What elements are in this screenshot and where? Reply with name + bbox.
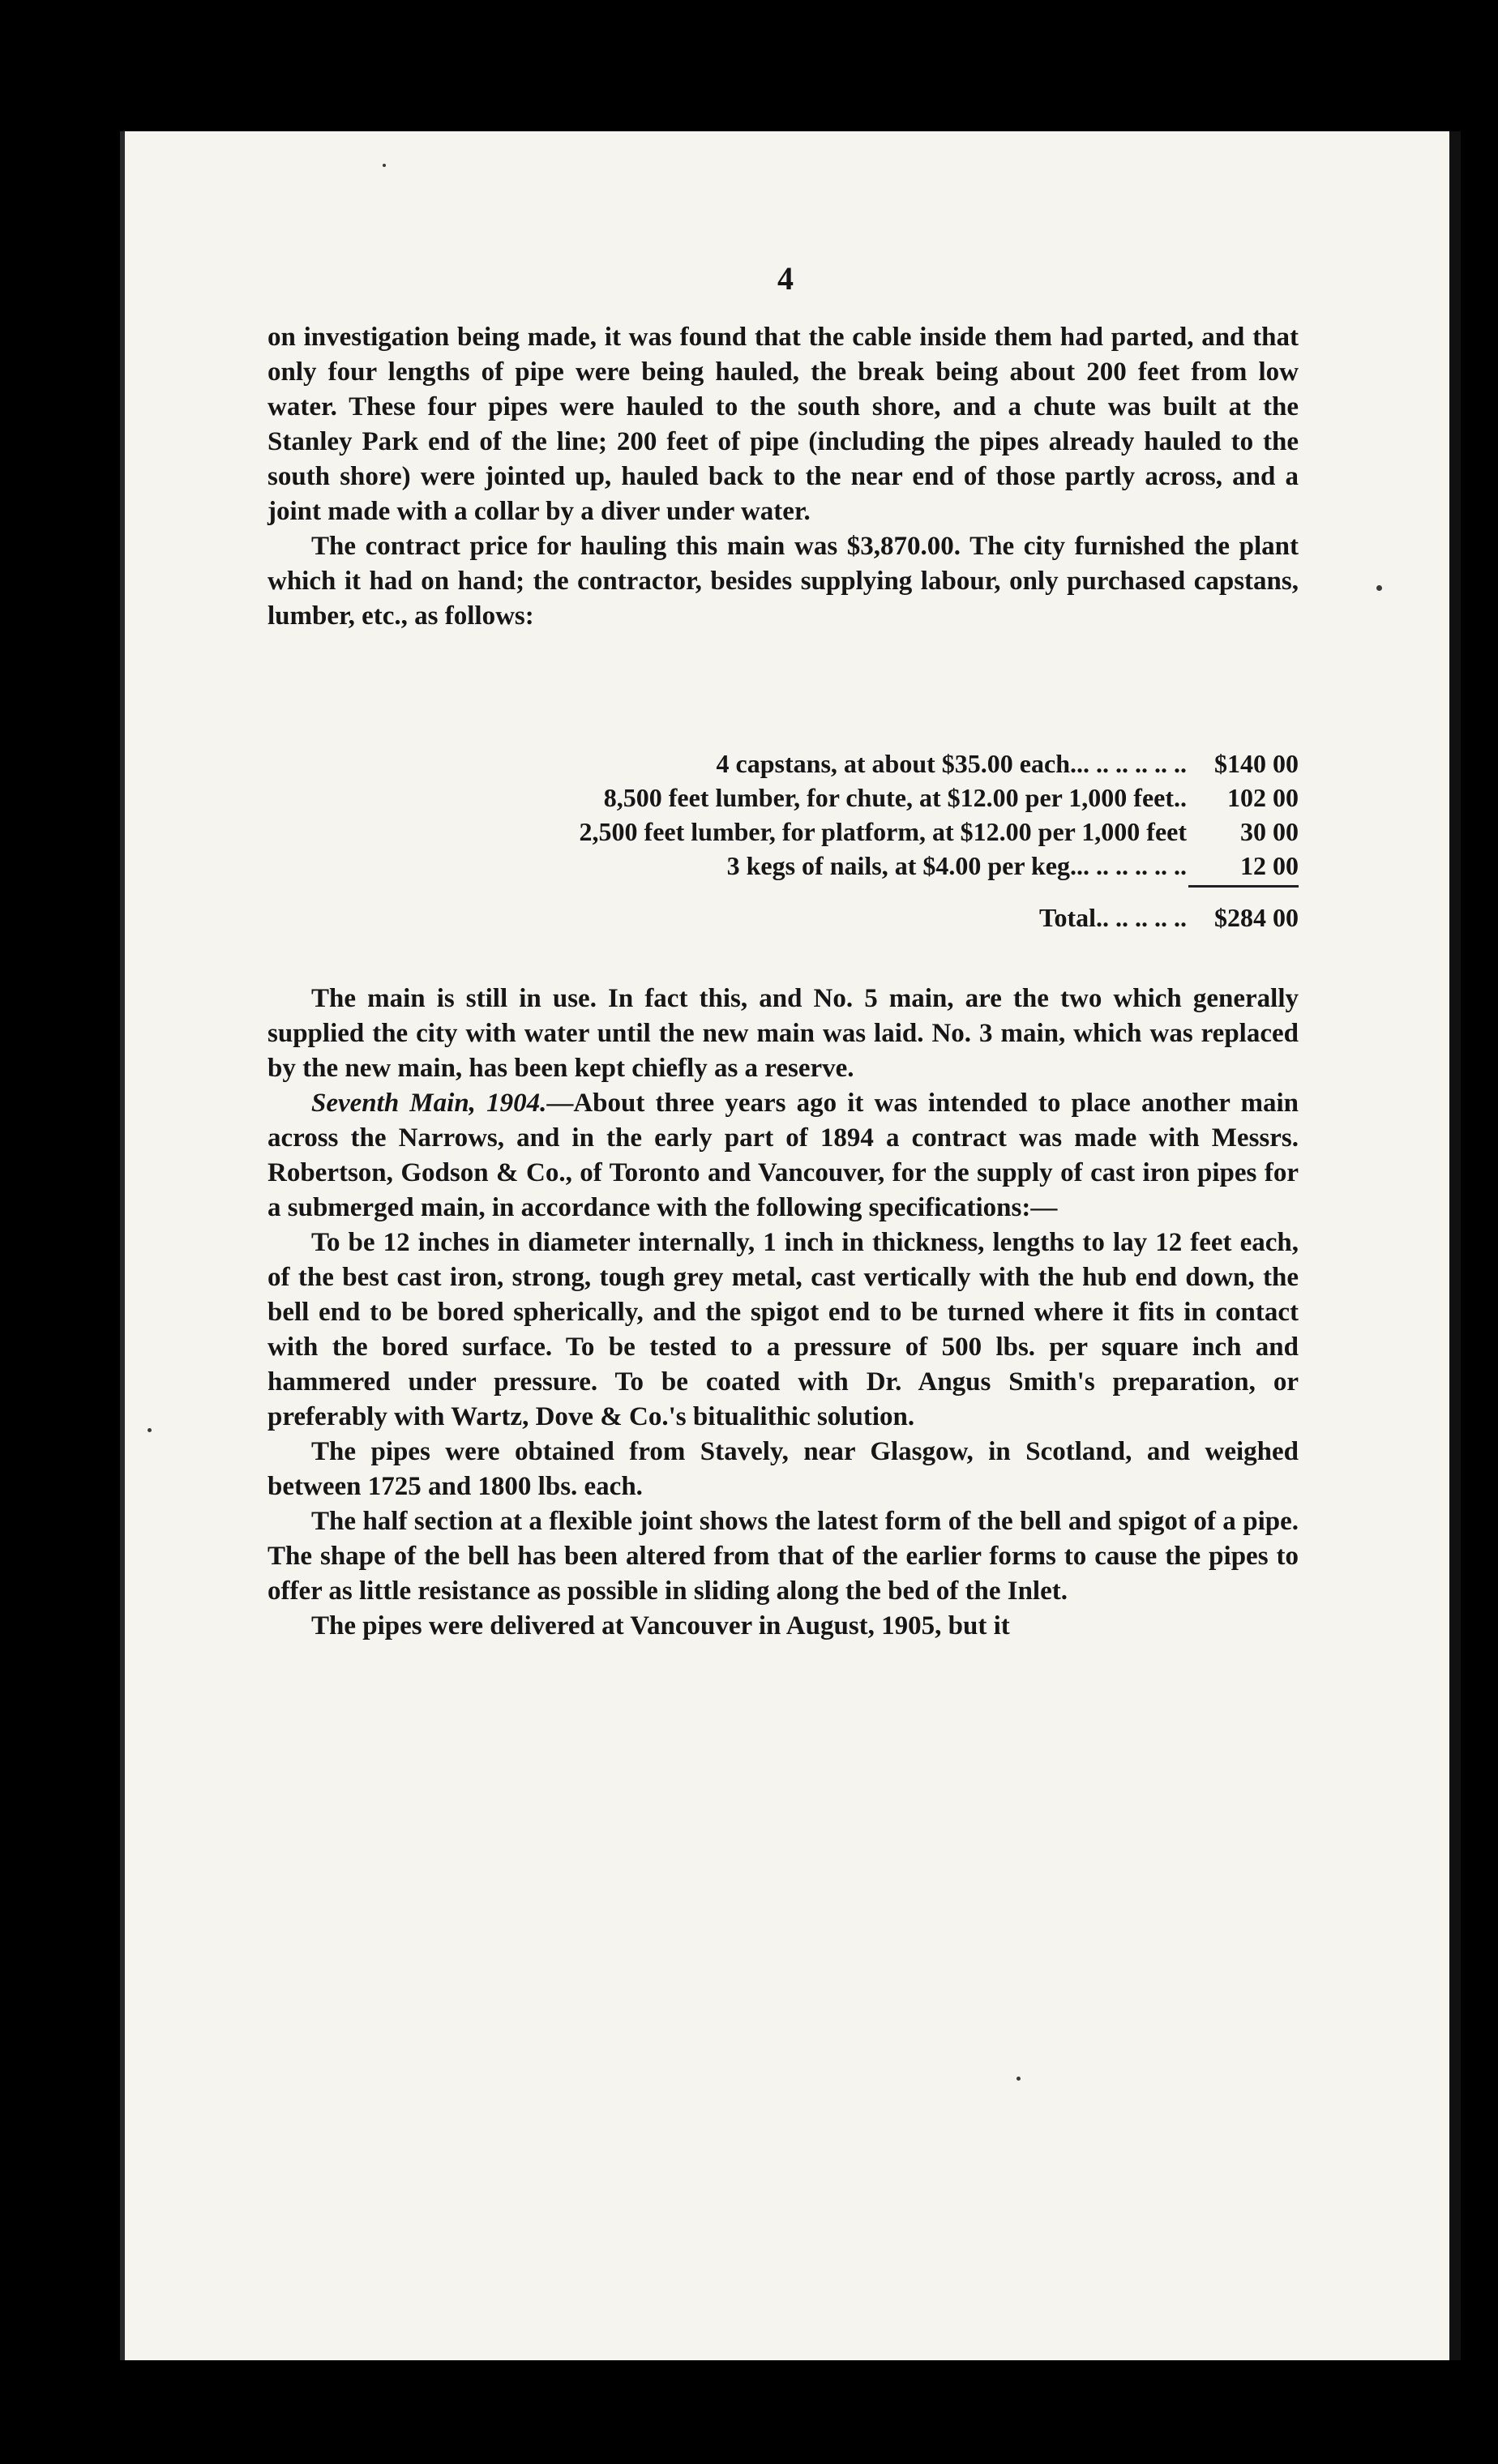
section-heading: Seventh Main, 1904. (311, 1089, 547, 1118)
cost-amount: 12 00 (1240, 851, 1299, 880)
paragraph (268, 1086, 1299, 1226)
total-label: Total.. .. .. .. .. (1039, 903, 1187, 932)
paragraph-text: The half section at a flexible joint shows the latest form of the bell and spigot of a pipe. The shape of the bell has been altered from that of the earlier forms to cause the pipes to offer as little resistance as possible in sliding along the bed of the Inlet. (268, 1507, 1299, 1606)
paragraph: on investigation being made, it was found that the cable inside them had parted, and that only four lengths of pipe were being hauled, the break being about 200 feet from low water. These four pipes were hauled to the south shore, and a chute was built at the Stanley Park end of the line; 200 feet of pipe (including the pipes already hauled to the south shore) were jointed up, hauled back to the near end of those partly across, and a joint made with a collar by a diver under water. (268, 323, 1299, 526)
scan-speck (383, 164, 386, 167)
cost-item: 4 capstans, at about $35.00 each... .. .. .. .. .. (716, 749, 1187, 778)
paragraph-text: The pipes were obtained from Stavely, near Glasgow, in Scotland, and weighed between 1725 and 1800 lbs. each. (268, 1437, 1299, 1501)
cost-item: 3 kegs of nails, at $4.00 per keg... .. .. .. .. .. (726, 851, 1187, 880)
total-amount: $284 00 (1214, 903, 1299, 932)
paragraph-text: The main is still in use. In fact this, and No. 5 main, are the two which generally supplied the city with water until the new main was laid. No. 3 main, which was replaced by the new main, has been kept chiefly as a reserve. (268, 984, 1299, 1083)
paragraph-text: The pipes were delivered at Vancouver in August, 1905, but it (311, 1611, 1010, 1641)
paragraph-text: —About three years ago it was intended to place another main across the Narrows, and in the early part of 1894 a contract was made with Messrs. Robertson, Godson & Co., of Toronto and Vancouver, for the supply of cast iron pipes for a submerged main, in accordance with the following specifications:— (268, 1089, 1299, 1222)
paragraph (268, 1504, 1299, 1609)
total-row (268, 901, 1299, 934)
paragraph (268, 1226, 1299, 1435)
paragraph-text: To be 12 inches in diameter internally, 1 inch in thickness, lengths to lay 12 feet each, of the best cast iron, strong, tough grey metal, cast vertically with the hub end down, the bell end to be bored spherically, and the spigot end to be turned where it fits in contact with the bored surface. To be tested to a pressure of 500 lbs. per square inch and hammered under pressure. To be coated with Dr. Angus Smith's preparation, or preferably with Wartz, Dove & Co.'s bitualithic solution. (268, 1228, 1299, 1431)
cost-row (268, 815, 1299, 848)
scan-speck (1376, 585, 1382, 591)
cost-amount: $140 00 (1214, 749, 1299, 778)
cost-amount: 30 00 (1240, 817, 1299, 846)
paragraph: The contract price for hauling this main was $3,870.00. The city furnished the plant which it had on hand; the contractor, besides supplying labour, only purchased capstans, lumber, etc., as follows: (268, 532, 1299, 631)
cost-row (268, 747, 1299, 780)
paragraph (268, 1435, 1299, 1504)
total-rule (1188, 885, 1299, 888)
scan-speck (148, 1428, 152, 1432)
cost-row (268, 849, 1299, 882)
cost-item: 2,500 feet lumber, for platform, at $12.00 per 1,000 feet (579, 817, 1187, 846)
scan-speck (1016, 2077, 1021, 2081)
body-text-bottom (268, 982, 1299, 1644)
page-number: 4 (777, 260, 794, 297)
body-text-top (268, 320, 1299, 634)
cost-row (268, 781, 1299, 814)
paragraph (268, 1609, 1299, 1644)
cost-amount: 102 00 (1227, 783, 1299, 812)
paragraph (268, 982, 1299, 1086)
cost-item: 8,500 feet lumber, for chute, at $12.00 per 1,000 feet.. (603, 783, 1187, 812)
